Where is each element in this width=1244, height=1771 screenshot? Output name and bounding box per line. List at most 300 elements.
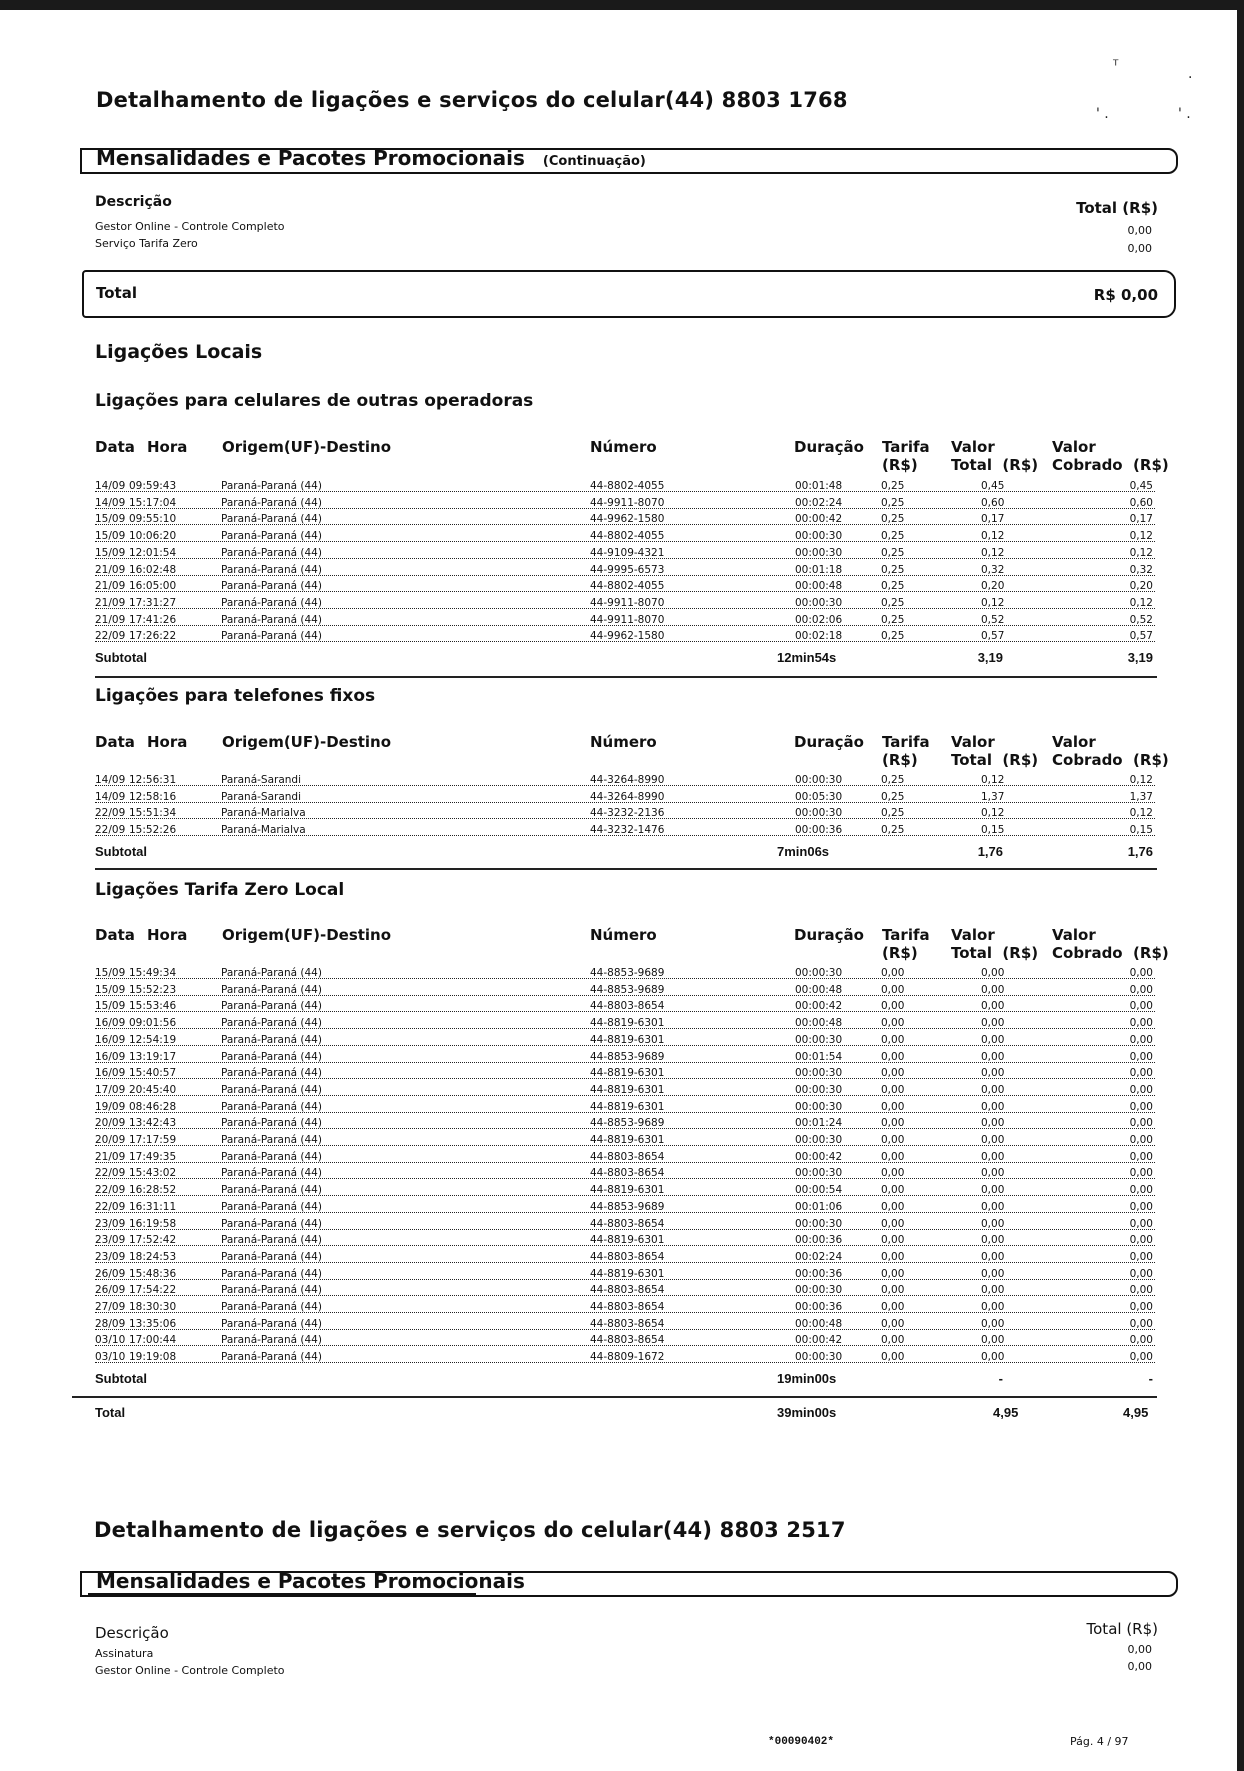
cell-total-value: 0,20 [981,580,1005,593]
description-item: Serviço Tarifa Zero [95,237,198,250]
column-header-origin: Origem(UF)-Destino [222,926,392,944]
section-rule [95,868,1157,870]
cell-total-value: 0,00 [981,1317,1005,1330]
call-row [95,1134,1155,1150]
cell-total-value: 0,00 [981,967,1005,979]
cell-duration: 00:00:36 [795,1267,843,1280]
cell-tariff: 0,25 [881,480,905,492]
section-rule [95,676,1157,678]
cell-charged-value: 0,00 [1129,983,1153,996]
call-row [95,791,1155,807]
cell-tariff: 0,00 [881,1033,905,1046]
cell-duration: 00:00:42 [795,1334,843,1347]
cell-duration: 00:02:06 [795,613,843,626]
cell-duration: 00:00:42 [795,513,843,526]
cell-number: 44-9962-1580 [590,630,665,643]
mobile-calls-heading: Ligações para celulares de outras operadoras [95,391,534,411]
cell-origin: Paraná-Paraná (44) [221,530,322,543]
cell-date: 21/09 [95,580,126,593]
cell-time: 15:49:34 [129,967,177,979]
call-row [95,1000,1155,1016]
cell-number: 44-9109-4321 [590,546,665,559]
total-heading-2: Total (R$) [1086,1620,1158,1638]
cell-date: 16/09 [95,1050,126,1063]
cell-total-value: 0,00 [981,1284,1005,1297]
cell-time: 12:58:16 [129,790,177,803]
cell-origin: Paraná-Paraná (44) [221,546,322,559]
cell-total-value: 0,00 [981,1184,1005,1197]
cell-charged-value: 0,00 [1129,1017,1153,1030]
cell-date: 15/09 [95,513,126,526]
cell-time: 16:19:58 [129,1217,177,1230]
cell-duration: 00:00:30 [795,1033,843,1046]
cell-tariff: 0,25 [881,807,905,820]
cell-charged-value: 0,00 [1129,1050,1153,1063]
cell-total-value: 0,00 [981,1217,1005,1230]
total-heading: Total (R$) [1076,199,1158,217]
cell-total-value: 1,37 [981,790,1005,803]
cell-tariff: 0,00 [881,1017,905,1030]
call-row [95,984,1155,1000]
cell-charged-value: 0,00 [1129,1200,1153,1213]
cell-charged-value: 0,12 [1129,807,1153,820]
item-value: 0,00 [1127,1643,1152,1656]
cell-tariff: 0,00 [881,1100,905,1113]
monthly-fees-title: Mensalidades e Pacotes Promocionais [96,146,525,170]
cell-number: 44-8819-6301 [590,1100,665,1113]
cell-date: 14/09 [95,496,126,509]
cell-total-value: 0,15 [981,824,1005,837]
header-underline [88,1593,476,1595]
call-row [95,1067,1155,1083]
cell-date: 15/09 [95,546,126,559]
phone-detail-title: Detalhamento de ligações e serviços do celular(44) 8803 1768 [96,88,848,112]
cell-tariff: 0,00 [881,1134,905,1146]
cell-date: 22/09 [95,1184,126,1197]
cell-tariff: 0,25 [881,580,905,593]
cell-duration: 00:00:30 [795,967,843,979]
cell-time: 08:46:28 [129,1100,177,1113]
cell-time: 18:24:53 [129,1250,177,1263]
cell-origin: Paraná-Paraná (44) [221,630,322,643]
subtotal-charged: - [1148,1371,1153,1386]
cell-number: 44-8802-4055 [590,480,665,492]
subtotal-duration: 12min54s [777,650,837,665]
call-row [95,614,1155,630]
cell-duration: 00:00:36 [795,1301,843,1313]
subtotal-label: Subtotal [95,1371,147,1386]
call-row [95,807,1155,823]
cell-total-value: 0,45 [981,480,1005,492]
description-item: Assinatura [95,1647,154,1660]
cell-number: 44-8819-6301 [590,1083,665,1096]
cell-time: 10:06:20 [129,530,177,543]
cell-duration: 00:00:54 [795,1184,843,1197]
cell-origin: Paraná-Paraná (44) [221,613,322,626]
column-header-origin: Origem(UF)-Destino [222,733,392,751]
call-row [95,774,1155,790]
column-header-time: Hora [147,733,188,751]
cell-time: 17:31:27 [129,596,177,609]
cell-tariff: 0,00 [881,1083,905,1096]
cell-tariff: 0,00 [881,1067,905,1080]
cell-duration: 00:00:30 [795,546,843,559]
cell-time: 16:05:00 [129,580,177,593]
cell-duration: 00:00:48 [795,580,843,593]
grand-total-row [95,1405,1155,1423]
cell-total-value: 0,12 [981,807,1005,820]
cell-total-value: 0,32 [981,563,1005,576]
cell-charged-value: 0,60 [1129,496,1153,509]
cell-charged-value: 0,17 [1129,513,1153,526]
cell-charged-value: 0,00 [1129,1284,1153,1297]
cell-duration: 00:00:30 [795,1284,843,1297]
cell-date: 15/09 [95,530,126,543]
cell-tariff: 0,00 [881,1117,905,1130]
cell-time: 15:40:57 [129,1067,177,1080]
cell-origin: Paraná-Sarandi [221,790,302,803]
cell-total-value: 0,00 [981,1150,1005,1163]
cell-tariff: 0,25 [881,613,905,626]
call-row [95,547,1155,563]
cell-charged-value: 0,00 [1129,1184,1153,1197]
cell-date: 16/09 [95,1033,126,1046]
cell-number: 44-8803-8654 [590,1167,665,1180]
cell-tariff: 0,00 [881,1234,905,1247]
item-value: 0,00 [1127,1660,1152,1673]
cell-number: 44-8803-8654 [590,1000,665,1013]
cell-time: 13:35:06 [129,1317,177,1330]
call-row [95,967,1155,983]
cell-tariff: 0,25 [881,546,905,559]
subtotal-row [95,1371,1155,1389]
cell-date: 14/09 [95,790,126,803]
cell-number: 44-8803-8654 [590,1301,665,1313]
cell-total-value: 0,52 [981,613,1005,626]
cell-number: 44-8802-4055 [590,530,665,543]
call-row [95,630,1155,646]
total-box [82,270,1176,318]
scan-speck: ' . [1096,106,1109,122]
cell-time: 17:26:22 [129,630,177,643]
cell-time: 15:52:23 [129,983,177,996]
cell-total-value: 0,00 [981,1083,1005,1096]
cell-total-value: 0,00 [981,1301,1005,1313]
cell-total-value: 0,12 [981,596,1005,609]
cell-charged-value: 0,32 [1129,563,1153,576]
cell-total-value: 0,00 [981,1000,1005,1013]
cell-origin: Paraná-Paraná (44) [221,1050,322,1063]
cell-duration: 00:01:18 [795,563,843,576]
cell-number: 44-9911-8070 [590,496,665,509]
cell-total-value: 0,12 [981,530,1005,543]
cell-date: 14/09 [95,774,126,786]
cell-origin: Paraná-Paraná (44) [221,1351,322,1364]
cell-charged-value: 0,00 [1129,1117,1153,1130]
cell-time: 09:01:56 [129,1017,177,1030]
cell-tariff: 0,00 [881,1284,905,1297]
grand-total-duration: 39min00s [777,1405,837,1420]
cell-duration: 00:00:42 [795,1150,843,1163]
cell-tariff: 0,00 [881,967,905,979]
grand-total-charged: 4,95 [1123,1405,1149,1420]
column-header-date: Data [95,438,135,456]
cell-date: 22/09 [95,1167,126,1180]
scan-speck: · [1188,70,1193,86]
cell-charged-value: 0,00 [1129,1167,1153,1180]
cell-number: 44-3264-8990 [590,774,665,786]
cell-origin: Paraná-Paraná (44) [221,1234,322,1247]
column-header-number: Número [590,438,657,456]
call-row [95,1318,1155,1334]
cell-number: 44-8819-6301 [590,1184,665,1197]
cell-tariff: 0,25 [881,630,905,643]
cell-origin: Paraná-Paraná (44) [221,1267,322,1280]
cell-total-value: 0,00 [981,1033,1005,1046]
call-row [95,1117,1155,1133]
cell-number: 44-3264-8990 [590,790,665,803]
column-header-time: Hora [147,926,188,944]
cell-duration: 00:00:48 [795,1317,843,1330]
cell-origin: Paraná-Paraná (44) [221,1200,322,1213]
cell-time: 17:54:22 [129,1284,177,1297]
cell-tariff: 0,00 [881,983,905,996]
cell-charged-value: 0,00 [1129,1150,1153,1163]
cell-charged-value: 0,00 [1129,1301,1153,1313]
cell-time: 16:31:11 [129,1200,177,1213]
cell-date: 21/09 [95,563,126,576]
cell-number: 44-8803-8654 [590,1250,665,1263]
call-row [95,1017,1155,1033]
cell-date: 28/09 [95,1317,126,1330]
cell-number: 44-8819-6301 [590,1134,665,1146]
cell-tariff: 0,00 [881,1351,905,1364]
cell-total-value: 0,12 [981,546,1005,559]
cell-time: 17:49:35 [129,1150,177,1163]
subtotal-row [95,844,1155,862]
cell-time: 15:51:34 [129,807,177,820]
cell-total-value: 0,12 [981,774,1005,786]
cell-time: 17:00:44 [129,1334,177,1347]
continuation-label: (Continuação) [542,154,646,169]
cell-date: 17/09 [95,1083,126,1096]
item-value: 0,00 [1127,224,1152,237]
cell-time: 15:53:46 [129,1000,177,1013]
cell-duration: 00:00:48 [795,1017,843,1030]
cell-time: 13:19:17 [129,1050,177,1063]
cell-origin: Paraná-Paraná (44) [221,1217,322,1230]
call-row [95,1051,1155,1067]
cell-charged-value: 1,37 [1129,790,1153,803]
cell-tariff: 0,25 [881,496,905,509]
call-row [95,597,1155,613]
column-header-charged-value: Valor Cobrado (R$) [1052,733,1169,769]
subtotal-value: 3,19 [977,650,1003,665]
cell-tariff: 0,00 [881,1184,905,1197]
column-header-duration: Duração [794,733,864,751]
cell-number: 44-8853-9689 [590,983,665,996]
cell-origin: Paraná-Paraná (44) [221,1184,322,1197]
cell-origin: Paraná-Paraná (44) [221,1000,322,1013]
cell-origin: Paraná-Paraná (44) [221,1117,322,1130]
cell-number: 44-8819-6301 [590,1234,665,1247]
cell-charged-value: 0,52 [1129,613,1153,626]
cell-total-value: 0,00 [981,1334,1005,1347]
cell-duration: 00:00:30 [795,596,843,609]
subtotal-value: 1,76 [977,844,1003,859]
cell-date: 16/09 [95,1017,126,1030]
cell-number: 44-8819-6301 [590,1033,665,1046]
cell-tariff: 0,25 [881,513,905,526]
cell-charged-value: 0,00 [1129,1334,1153,1347]
call-row [95,1234,1155,1250]
cell-duration: 00:00:42 [795,1000,843,1013]
cell-origin: Paraná-Paraná (44) [221,1134,322,1146]
column-header-time: Hora [147,438,188,456]
cell-tariff: 0,00 [881,1267,905,1280]
subtotal-duration: 19min00s [777,1371,837,1386]
cell-total-value: 0,00 [981,1200,1005,1213]
cell-date: 22/09 [95,630,126,643]
cell-total-value: 0,00 [981,1167,1005,1180]
cell-duration: 00:02:24 [795,1250,843,1263]
cell-number: 44-8853-9689 [590,1200,665,1213]
cell-time: 17:17:59 [129,1134,177,1146]
cell-origin: Paraná-Paraná (44) [221,967,322,979]
cell-origin: Paraná-Marialva [221,807,306,820]
call-row [95,824,1155,840]
cell-charged-value: 0,45 [1129,480,1153,492]
cell-duration: 00:01:24 [795,1117,843,1130]
cell-duration: 00:00:48 [795,983,843,996]
cell-tariff: 0,25 [881,530,905,543]
cell-charged-value: 0,00 [1129,1067,1153,1080]
cell-origin: Paraná-Paraná (44) [221,1334,322,1347]
cell-total-value: 0,00 [981,1100,1005,1113]
cell-charged-value: 0,12 [1129,774,1153,786]
cell-duration: 00:00:36 [795,824,843,837]
cell-date: 16/09 [95,1067,126,1080]
cell-duration: 00:00:30 [795,1167,843,1180]
cell-charged-value: 0,15 [1129,824,1153,837]
call-row [95,480,1155,496]
call-row [95,1334,1155,1350]
cell-date: 22/09 [95,824,126,837]
cell-charged-value: 0,57 [1129,630,1153,643]
cell-origin: Paraná-Paraná (44) [221,1150,322,1163]
cell-date: 15/09 [95,967,126,979]
column-header-total-value: Valor Total (R$) [951,926,1039,962]
cell-origin: Paraná-Paraná (44) [221,1100,322,1113]
cell-tariff: 0,25 [881,790,905,803]
cell-tariff: 0,25 [881,596,905,609]
cell-origin: Paraná-Paraná (44) [221,580,322,593]
cell-origin: Paraná-Paraná (44) [221,596,322,609]
call-row [95,1084,1155,1100]
cell-origin: Paraná-Paraná (44) [221,1317,322,1330]
zero-tariff-heading: Ligações Tarifa Zero Local [95,880,345,900]
cell-charged-value: 0,00 [1129,1351,1153,1364]
cell-time: 15:17:04 [129,496,177,509]
cell-time: 20:45:40 [129,1083,177,1096]
cell-date: 03/10 [95,1334,126,1347]
cell-date: 22/09 [95,807,126,820]
cell-time: 09:59:43 [129,480,177,492]
column-header-tariff: Tarifa (R$) [882,926,930,962]
call-row [95,1251,1155,1267]
cell-duration: 00:00:30 [795,1083,843,1096]
cell-number: 44-8803-8654 [590,1334,665,1347]
call-row [95,1218,1155,1234]
document-code: *00090402* [768,1736,835,1748]
scan-edge-right [1237,0,1244,1771]
cell-origin: Paraná-Sarandi [221,774,302,786]
call-row [95,1101,1155,1117]
cell-duration: 00:02:18 [795,630,843,643]
cell-date: 14/09 [95,480,126,492]
cell-total-value: 0,00 [981,1134,1005,1146]
scan-speck: ᵀ [1113,58,1119,74]
call-row [95,1184,1155,1200]
cell-total-value: 0,00 [981,1067,1005,1080]
cell-number: 44-3232-2136 [590,807,665,820]
cell-number: 44-8853-9689 [590,1117,665,1130]
column-header-charged-value: Valor Cobrado (R$) [1052,438,1169,474]
call-row [95,1301,1155,1317]
cell-origin: Paraná-Paraná (44) [221,480,322,492]
cell-origin: Paraná-Paraná (44) [221,1083,322,1096]
cell-duration: 00:00:30 [795,1217,843,1230]
cell-charged-value: 0,00 [1129,967,1153,979]
column-header-charged-value: Valor Cobrado (R$) [1052,926,1169,962]
cell-date: 22/09 [95,1200,126,1213]
cell-charged-value: 0,00 [1129,1234,1153,1247]
cell-charged-value: 0,12 [1129,530,1153,543]
cell-total-value: 0,17 [981,513,1005,526]
cell-charged-value: 0,00 [1129,1083,1153,1096]
cell-total-value: 0,00 [981,983,1005,996]
call-row [95,580,1155,596]
cell-tariff: 0,00 [881,1317,905,1330]
cell-duration: 00:00:30 [795,1351,843,1364]
column-header-number: Número [590,733,657,751]
cell-time: 15:43:02 [129,1167,177,1180]
cell-time: 17:41:26 [129,613,177,626]
cell-total-value: 0,00 [981,1250,1005,1263]
cell-number: 44-8819-6301 [590,1017,665,1030]
cell-total-value: 0,00 [981,1017,1005,1030]
column-header-duration: Duração [794,926,864,944]
cell-date: 20/09 [95,1134,126,1146]
cell-origin: Paraná-Paraná (44) [221,496,322,509]
cell-origin: Paraná-Paraná (44) [221,1250,322,1263]
cell-tariff: 0,00 [881,1334,905,1347]
cell-total-value: 0,00 [981,1050,1005,1063]
cell-charged-value: 0,00 [1129,1317,1153,1330]
cell-duration: 00:00:30 [795,1100,843,1113]
call-row [95,1351,1155,1367]
column-header-origin: Origem(UF)-Destino [222,438,392,456]
description-heading: Descrição [95,194,172,210]
cell-number: 44-3232-1476 [590,824,665,837]
grand-total-rule [72,1396,1157,1398]
call-row [95,564,1155,580]
subtotal-label: Subtotal [95,650,147,665]
scan-speck: ' . [1178,106,1191,122]
cell-tariff: 0,00 [881,1150,905,1163]
description-heading-2: Descrição [95,1624,169,1642]
phone-detail-title-2: Detalhamento de ligações e serviços do celular(44) 8803 2517 [94,1518,846,1542]
